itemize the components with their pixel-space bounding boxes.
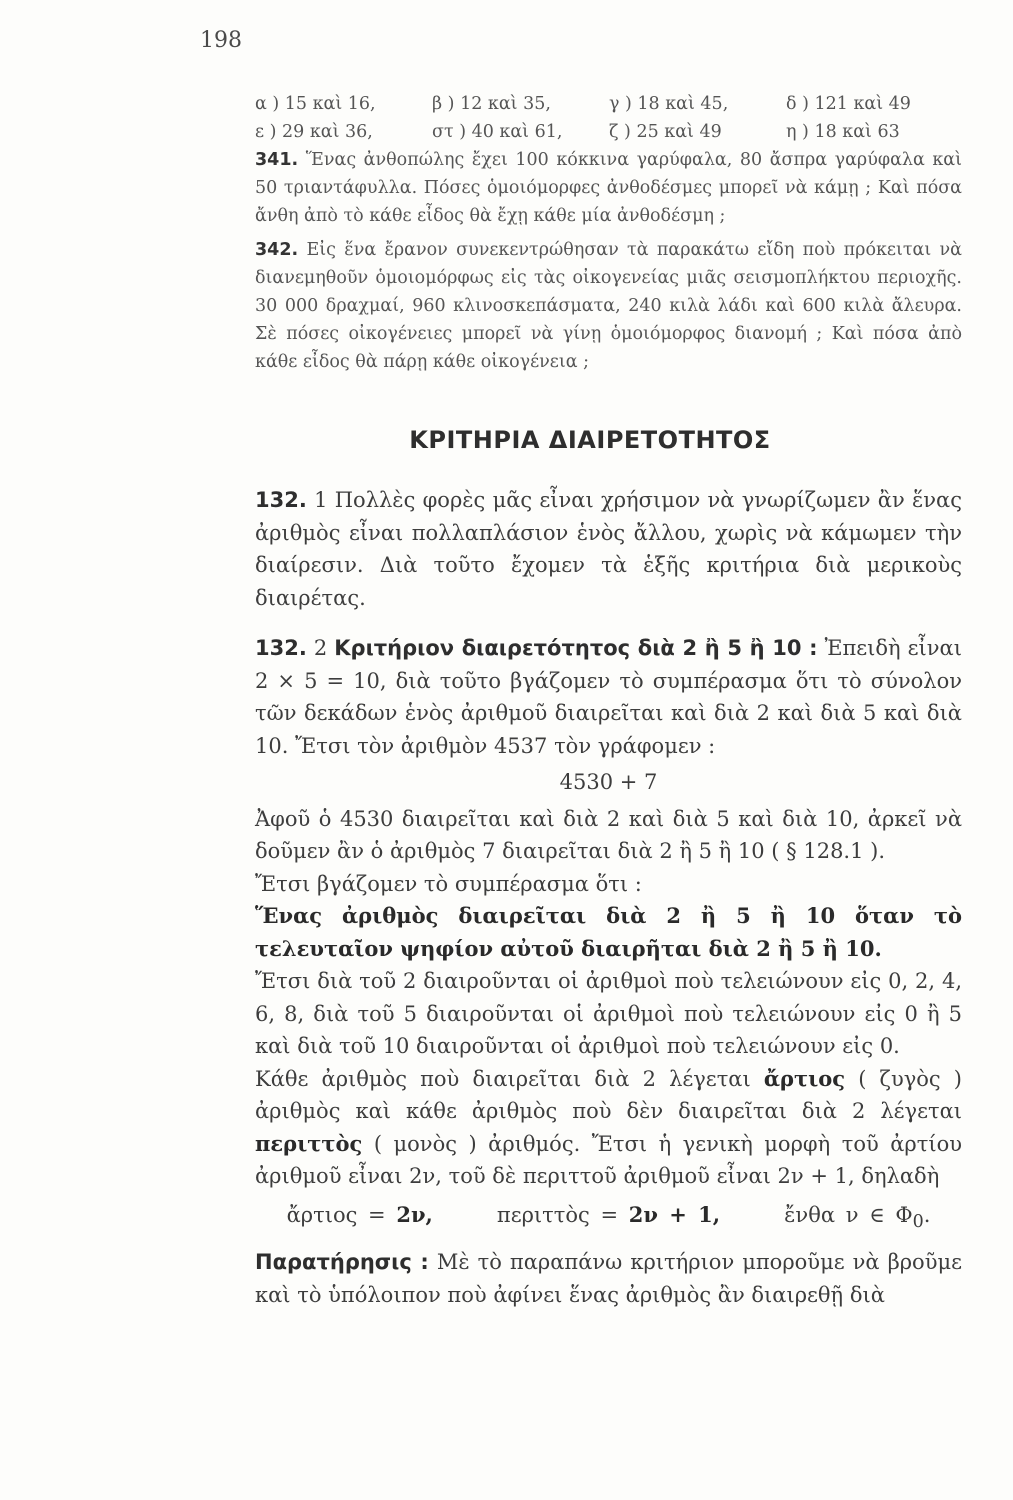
paragraph-text: Ἔτσι διὰ τοῦ 2 διαιροῦνται οἱ ἀριθμοὶ ποὺ τελειώνουν εἰς 0, 2, 4, 6, 8, διὰ τοῦ 5 διαιροῦνται οἱ ἀριθμοὶ ποὺ τελειώνουν εἰς 0 ἢ 5 καὶ διὰ τοῦ 10 διαιροῦνται οἱ ἀριθμοὶ ποὺ τελειώνουν εἰς 0.: [255, 969, 962, 1058]
formula-label: περιττὸς =: [496, 1202, 619, 1227]
main-text: [255, 484, 962, 1311]
paragraph-text: Μὲ τὸ παραπάνω κριτήριον μποροῦμε νὰ βροῦμε καὶ τὸ ὑπόλοιπον ποὺ ἀφίνει ἕνας ἀριθμὸς ἂν διαιρεθῇ διὰ: [255, 1250, 962, 1307]
paragraph-even-odd: [255, 1063, 962, 1193]
paragraph-text: Πολλὲς φορὲς μᾶς εἶναι χρήσιμον νὰ γνωρίζωμεν ἂν ἕνας ἀριθμὸς εἶναι πολλαπλάσιον ἑνὸς ἄλλου, χωρὶς νὰ κάμωμεν τὴν διαίρεσιν. Διὰ τοῦτο ἔχομεν τὰ ἑξῆς κριτήρια διὰ μερικοὺς διαιρέτας.: [255, 488, 962, 610]
section-number: 132.: [255, 488, 307, 512]
exercise-342: [255, 236, 962, 376]
paragraph-text: Κάθε ἀριθμὸς ποὺ διαιρεῖται διὰ 2 λέγεται: [255, 1066, 751, 1091]
formula-4530-plus-7: 4530 + 7: [559, 770, 658, 794]
observation-label: Παρατήρησις :: [255, 1250, 429, 1275]
answer-row: [255, 118, 962, 146]
answer-list: [255, 90, 962, 146]
answer-item: η ) 18 καὶ 63: [786, 122, 900, 142]
divisibility-rule: Ἕνας ἀριθμὸς διαιρεῖται διὰ 2 ἢ 5 ἢ 10 ὅταν τὸ τελευταῖον ψηφίον αὐτοῦ διαιρῆται διὰ 2 ἢ 5 ἢ 10.: [255, 903, 962, 961]
paragraph-text: ( μονὸς ) ἀριθμός. Ἔτσι ἡ γενικὴ μορφὴ τοῦ ἀρτίου ἀριθμοῦ εἶναι 2ν, τοῦ δὲ περιττοῦ ἀριθμοῦ εἶναι 2ν + 1, δηλαδὴ: [255, 1131, 962, 1188]
answer-item: ε ) 29 καὶ 36,: [255, 122, 373, 142]
section-heading: ΚΡΙΤΗΡΙΑ ΔΙΑΙΡΕΤΟΤΗΤΟΣ: [409, 426, 771, 454]
answer-item: β ) 12 καὶ 35,: [432, 94, 551, 114]
exercise-341: [255, 146, 962, 230]
exercise-text: Εἰς ἕνα ἔρανον συνεκεντρώθησαν τὰ παρακάτω εἴδη ποὺ πρόκειται νὰ διανεμηθοῦν ὁμοιομόρφως εἰς τὰς οἰκογενείας μιᾶς σεισμοπλήκτου περιοχῆς. 30 000 δραχμαί, 960 κλινοσκεπάσματα, 240 κιλὰ λάδι καὶ 600 κιλὰ ἄλευρα. Σὲ πόσες οἰκογένειες μπορεῖ νὰ γίνῃ ὁμοιόμορφος διανομή ; Καὶ πόσα ἀπὸ κάθε εἶδος θὰ πάρῃ κάθε οἰκογένεια ;: [255, 240, 962, 372]
answer-item: α ) 15 καὶ 16,: [255, 94, 376, 114]
term-even: ἄρτιος: [763, 1065, 846, 1091]
formula-label: ἄρτιος =: [286, 1202, 386, 1227]
formula-value: 2ν + 1,: [628, 1201, 721, 1227]
paragraph-text: Ἐπειδὴ εἶναι 2 × 5 = 10, διὰ τοῦτο βγάζομεν τὸ συμπέρασμα ὅτι τὸ σύνολον τῶν δεκάδων ἑνὸς ἀριθμοῦ διαιρεῖται καὶ διὰ 2 καὶ διὰ 5 καὶ διὰ 10. Ἔτσι τὸν ἀριθμὸν 4537 τὸν γράφομεν :: [255, 636, 962, 758]
formula-value: 2ν,: [396, 1201, 433, 1227]
paragraph-text: ( ζυγὸς ) ἀριθμὸς καὶ κάθε ἀριθμὸς ποὺ δὲν διαιρεῖται διὰ 2 λέγεται: [255, 1066, 962, 1123]
paragraph-text: Ἔτσι βγάζομεν τὸ συμπέρασμα ὅτι :: [255, 871, 642, 896]
answer-row: [255, 90, 962, 118]
answer-item: ζ ) 25 καὶ 49: [609, 122, 722, 142]
paragraph-132-1: [255, 484, 962, 614]
formula-even-odd: [255, 1199, 962, 1239]
answer-item: γ ) 18 καὶ 45,: [609, 94, 729, 114]
page-number: 198: [200, 28, 242, 53]
section-title: Κριτήριον διαιρετότητος διὰ 2 ἢ 5 ἢ 10 :: [334, 636, 818, 660]
term-odd: περιττὸς: [255, 1130, 363, 1156]
section-number: 132.: [255, 636, 307, 660]
formula-end: .: [923, 1202, 931, 1227]
exercise-number: 341.: [255, 150, 299, 170]
paragraph-132-2: [255, 632, 962, 762]
section-subnumber: 2: [313, 636, 328, 660]
answer-item: στ ) 40 καὶ 61,: [432, 122, 563, 142]
exercise-text: Ἕνας ἀνθοπώλης ἔχει 100 κόκκινα γαρύφαλα, 80 ἄσπρα γαρύφαλα καὶ 50 τριαντάφυλλα. Πόσες ὁμοιόμορφες ἀνθοδέσμες μπορεῖ νὰ κάμῃ ; Καὶ πόσα ἄνθη ἀπὸ τὸ κάθε εἶδος θὰ ἔχῃ κάθε μία ἀνθοδέσμη ;: [255, 150, 962, 226]
section-subnumber: 1: [314, 488, 328, 512]
formula-where: ἔνθα ν ∈ Φ: [784, 1202, 913, 1227]
paragraph-observation: [255, 1246, 962, 1311]
formula-subscript: 0: [912, 1211, 924, 1232]
paragraph-text: Ἀφοῦ ὁ 4530 διαιρεῖται καὶ διὰ 2 καὶ διὰ 5 καὶ διὰ 10, ἀρκεῖ νὰ δοῦμεν ἂν ὁ ἀριθμὸς 7 διαιρεῖται διὰ 2 ἢ 5 ἢ 10 ( § 128.1 ).: [255, 806, 962, 863]
exercise-number: 342.: [255, 240, 299, 260]
answer-item: δ ) 121 καὶ 49: [786, 94, 911, 114]
